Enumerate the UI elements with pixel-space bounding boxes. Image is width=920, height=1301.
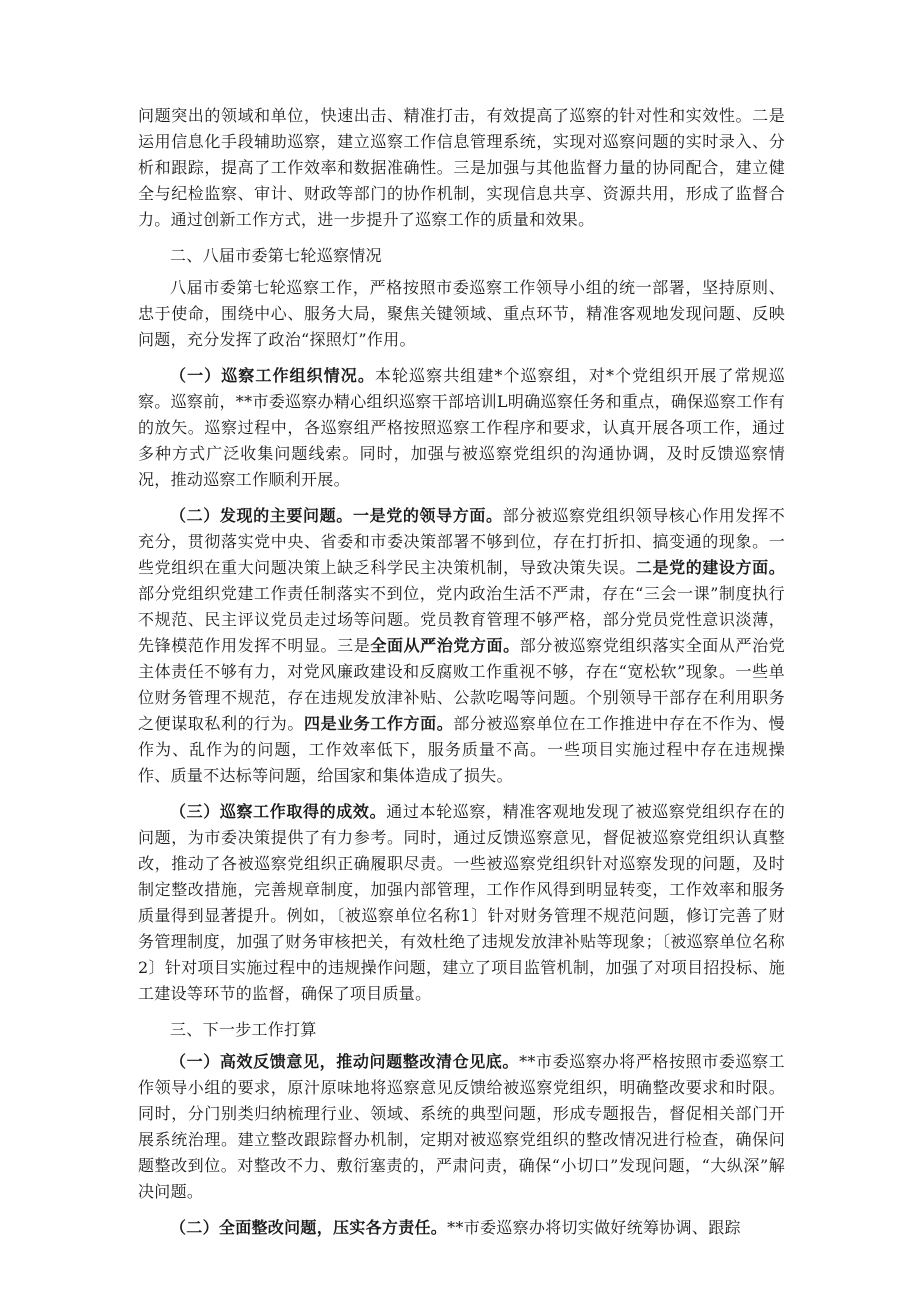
next-step-1-body: **市委巡察办将严格按照市委巡察工作领导小组的要求，原汁原味地将巡察意见反馈给被巡察党组织，明确整改要求和时限。同时，分门别类归纳梳理行业、领域、系统的典型问题，形成专题报告，督促相关部门开展系统治理。建立整改跟踪督办机制，定期对被巡察党组织的整改情况进行检查，确保问题整改到位。对整改不力、敷衍塞责的，严肃问责，确保“小切口”发现问题，“大纵深”解决问题。 <box>138 1052 785 1201</box>
next-step-1-title: （一）高效反馈意见，推动问题整改清仓见底。 <box>170 1052 520 1071</box>
subsection-3-paragraph <box>138 799 785 1007</box>
document-page <box>138 103 785 1241</box>
subsection-2-title: （二）发现的主要问题。 <box>170 506 353 525</box>
subsection-2-paragraph <box>138 503 785 789</box>
issue-3-prefix: 三是 <box>337 636 371 655</box>
next-step-2-title: （二）全面整改问题，压实各方责任。 <box>170 1218 448 1237</box>
next-step-1-paragraph <box>138 1049 785 1205</box>
intro-paragraph: 问题突出的领域和单位，快速出击、精准打击，有效提高了巡察的针对性和实效性。二是运用信息化手段辅助巡察，建立巡察工作信息管理系统，实现对巡察问题的实时录入、分析和跟踪，提高了工作效率和数据准确性。三是加强与其他监督力量的协同配合，建立健全与纪检监察、审计、财政等部门的协作机制，实现信息共享、资源共用，形成了监督合力。通过创新工作方式，进一步提升了巡察工作的质量和效果。 <box>138 106 785 229</box>
subsection-1-title: （一）巡察工作组织情况。 <box>170 366 375 385</box>
issue-3-body: 部分被巡察党组织落实全面从严治党主体责任不够有力，对党风廉政建设和反腐败工作重视不够，存在“宽松软”现象。一些单位财务管理不规范，存在违规发放津补贴、公款吃喝等问题。个别领导干部存在利用职务之便谋取私利的行为。 <box>138 636 785 733</box>
issue-1-title: 一是党的领导方面。 <box>352 506 503 525</box>
issue-2-title: 二是党的建设方面。 <box>635 558 785 577</box>
next-step-2-body: **市委巡察办将切实做好统筹协调、跟踪 <box>447 1218 741 1237</box>
subsection-1-paragraph <box>138 363 785 493</box>
issue-2-body: 部分党组织党建工作责任制落实不到位，党内政治生活不严肃，存在“三会一课”制度执行不规范、民主评议党员走过场等问题。党员教育管理不够严格，部分党员党性意识淡薄，先锋模范作用发挥不明显。 <box>138 584 785 655</box>
section-heading-2: 二、八届市委第七轮巡察情况 <box>170 246 382 265</box>
section-heading-3: 三、下一步工作打算 <box>170 1020 317 1039</box>
subsection-3-title: （三）巡察工作取得的成效。 <box>170 802 387 821</box>
issue-4-title: 四是业务工作方面。 <box>303 714 454 733</box>
next-step-2-paragraph <box>138 1215 785 1241</box>
issue-4-body: 部分被巡察单位在工作推进中存在不作为、慢作为、乱作为的问题，工作效率低下，服务质量不高。一些项目实施过程中存在违规操作、质量不达标等问题，给国家和集体造成了损失。 <box>138 714 785 785</box>
subsection-3-body: 通过本轮巡察，精准客观地发现了被巡察党组织存在的问题，为市委决策提供了有力参考。同时，通过反馈巡察意见，督促被巡察党组织认真整改，推动了各被巡察党组织正确履职尽责。一些被巡察党组织针对巡察发现的问题，及时制定整改措施，完善规章制度，加强内部管理，工作作风得到明显转变，工作效率和服务质量得到显著提升。例如，〔被巡察单位名称1〕针对财务管理不规范问题，修订完善了财务管理制度，加强了财务审核把关，有效杜绝了违规发放津补贴等现象；〔被巡察单位名称2〕针对项目实施过程中的违规操作问题，建立了项目监管机制，加强了对项目招投标、施工建设等环节的监督，确保了项目质量。 <box>138 802 786 1003</box>
issue-3-title: 全面从严治党方面。 <box>370 636 520 655</box>
subsection-1-body: 本轮巡察共组建*个巡察组，对*个党组织开展了常规巡察。巡察前，**市委巡察办精心组织巡察干部培训L明确巡察任务和重点，确保巡察工作有的放矢。巡察过程中，各巡察组严格按照巡察工作程序和要求，认真开展各项工作，通过多种方式广泛收集问题线索。同时，加强与被巡察党组织的沟通协调，及时反馈巡察情况，推动巡察工作顺利开展。 <box>138 366 785 489</box>
section-2-intro: 八届市委第七轮巡察工作，严格按照市委巡察工作领导小组的统一部署，坚持原则、忠于使命，围绕中心、服务大局，聚焦关键领域、重点环节，精准客观地发现问题、反映问题，充分发挥了政治“探照灯”作用。 <box>138 278 785 349</box>
issue-1-body: 部分被巡察党组织领导核心作用发挥不充分，贯彻落实党中央、省委和市委决策部署不够到位，存在打折扣、搞变通的现象。一些党组织在重大问题决策上缺乏科学民主决策机制，导致决策失误。 <box>138 506 785 577</box>
